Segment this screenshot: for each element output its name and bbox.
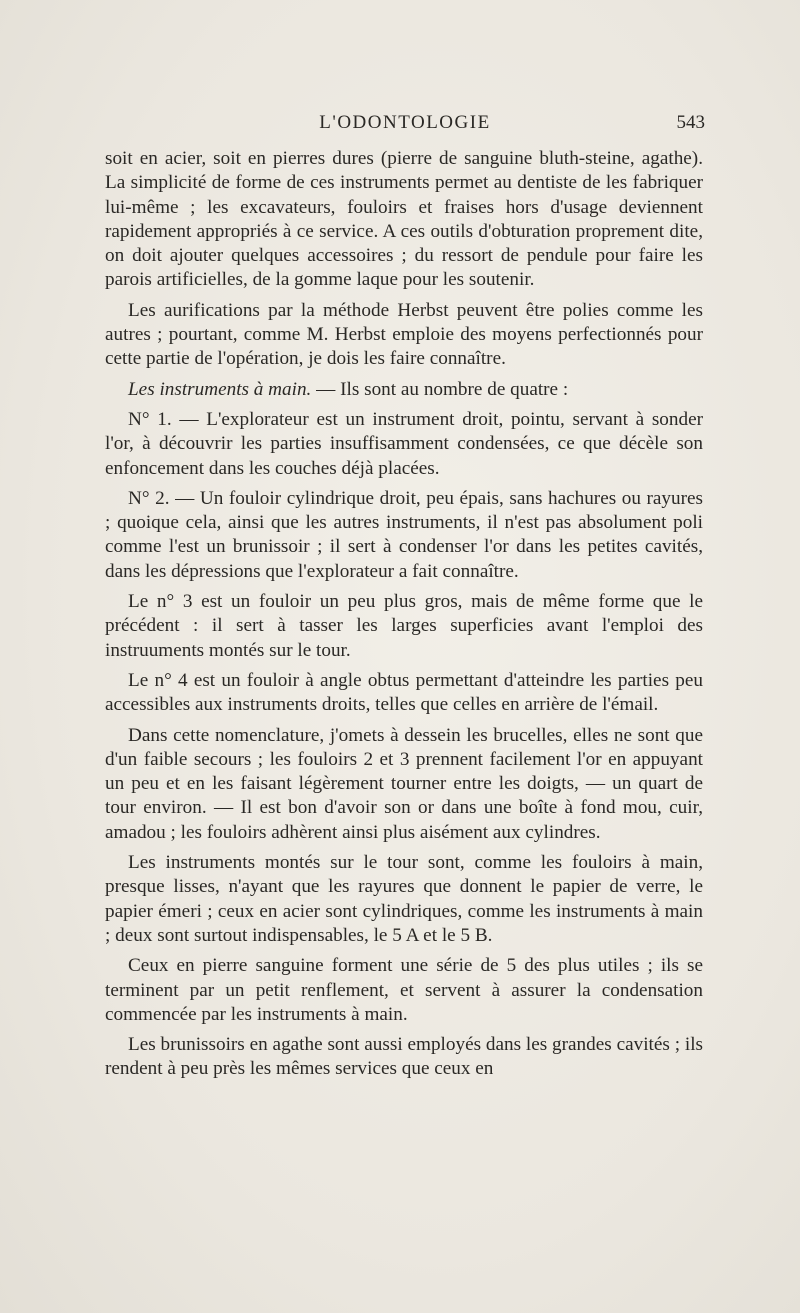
running-title: L'ODONTOLOGIE xyxy=(319,112,491,133)
paragraph-11: Les brunissoirs en agathe sont aussi employés dans les grandes cavités ; ils rendent à peu près les mêmes services que ceux en xyxy=(105,1034,703,1080)
body-text xyxy=(105,147,703,1088)
paragraph-1: soit en acier, soit en pierres dures (pierre de sanguine bluth-steine, agathe). La simplicité de forme de ces instruments permet au dentiste de les fabriquer lui-même ; les excavateurs, fouloirs et fraises hors d'usage deviennent rapidement appropriés à ce service. A ces outils d'obturation proprement dite, on doit ajouter quelques accessoires ; du ressort de pendule pour faire les parois artificielles, de la gomme laque pour les soutenir. xyxy=(105,148,703,291)
paragraph-9: Les instruments montés sur le tour sont, comme les fouloirs à main, presque lisses, n'ayant que les rayures que donnent le papier de verre, le papier émeri ; ceux en acier sont cylindriques, comme les instruments à main ; deux sont surtout indispensables, le 5 A et le 5 B. xyxy=(105,852,703,946)
paragraph-3-rest: — Ils sont au nombre de quatre : xyxy=(311,378,569,400)
paragraph-8: Dans cette nomenclature, j'omets à dessein les brucelles, elles ne sont que d'un faible secours ; les fouloirs 2 et 3 prennent facilement l'or en appuyant un peu et en les faisant légèrement tourner entre les doigts, — un quart de tour environ. — Il est bon d'avoir son or dans une boîte à fond mou, cuir, amadou ; les fouloirs adhèrent ainsi plus aisément aux cylindres. xyxy=(105,724,703,843)
paragraph-4: N° 1. — L'explorateur est un instrument droit, pointu, servant à sonder l'or, à découvrir les parties insuffisamment condensées, ce que décèle son enfoncement dans les couches déjà placées. xyxy=(105,408,703,479)
paragraph-10: Ceux en pierre sanguine forment une série de 5 des plus utiles ; ils se terminent par un petit renflement, et servent à assurer la condensation commencée par les instruments à main. xyxy=(105,955,703,1025)
section-heading-italic: Les instruments à main. xyxy=(128,378,312,400)
paragraph-6: Le n° 3 est un fouloir un peu plus gros, mais de même forme que le précédent : il sert à tasser les larges superficies avant l'emploi des instruuments montés sur le tour. xyxy=(105,591,703,661)
paragraph-2: Les aurifications par la méthode Herbst peuvent être polies comme les autres ; pourtant, comme M. Herbst emploie des moyens perfectionnés pour cette partie de l'opération, je dois les faire connaître. xyxy=(105,299,703,370)
paragraph-5: N° 2. — Un fouloir cylindrique droit, peu épais, sans hachures ou rayures ; quoique cela, ainsi que les autres instruments, il n'est pas absolument poli comme l'est un brunissoir ; il sert à condenser l'or dans les petites cavités, dans les dépressions que l'explorateur a fait connaître. xyxy=(105,487,703,582)
page-header xyxy=(105,108,705,138)
paragraph-3 xyxy=(105,378,703,402)
paragraph-7: Le n° 4 est un fouloir à angle obtus permettant d'atteindre les parties peu accessibles aux instruments droits, telles que celles en arrière de l'émail. xyxy=(105,669,703,716)
page-number: 543 xyxy=(676,112,705,133)
